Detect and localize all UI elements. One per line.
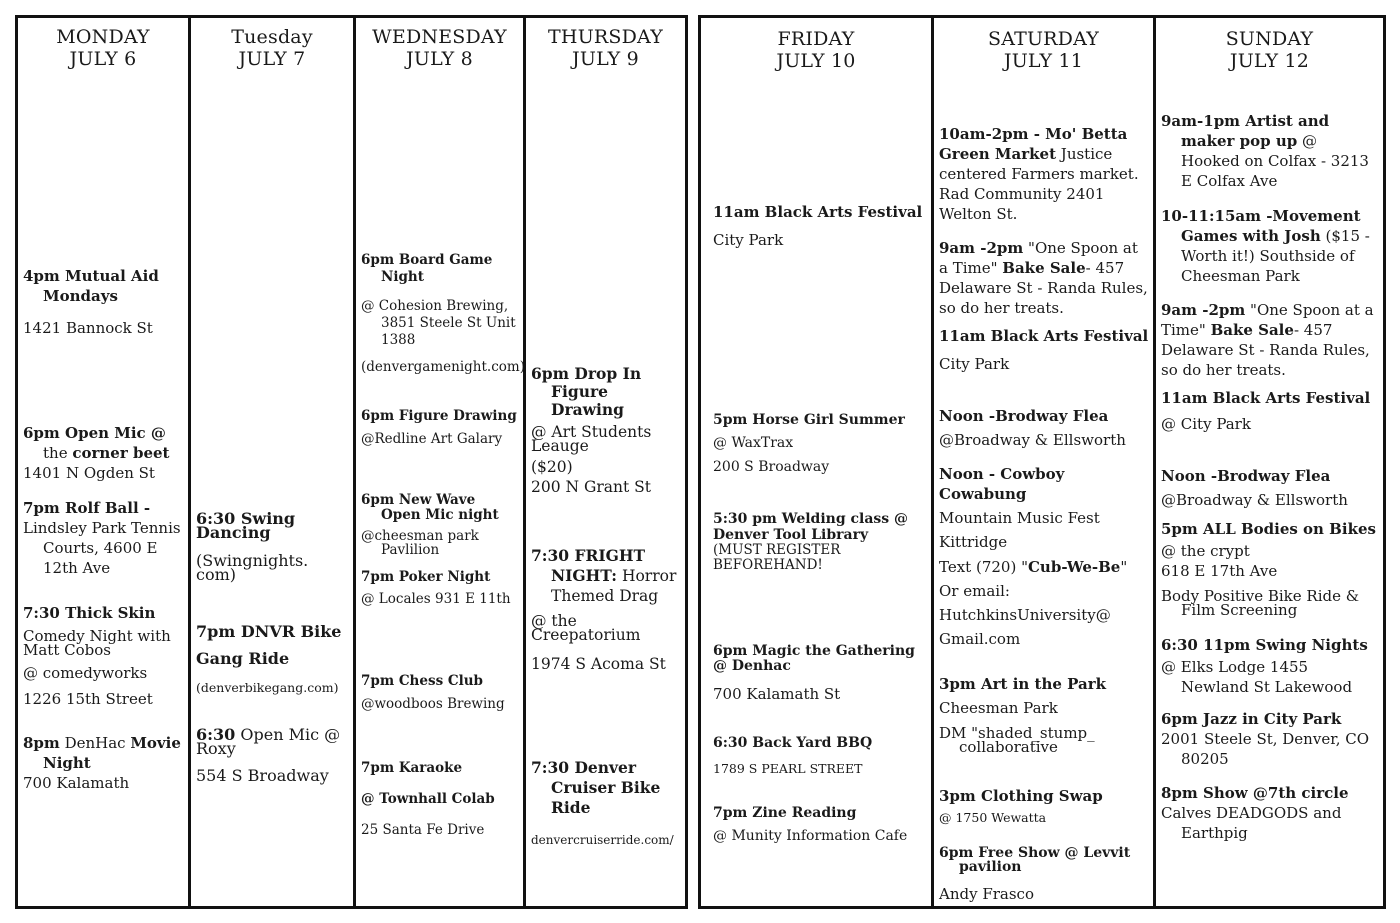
event-detail: @Broadway & Ellsworth (1161, 491, 1348, 509)
event-title: Bake Sale (1002, 259, 1086, 277)
event-detail: Mountain Music Fest (939, 509, 1100, 527)
day-date: JULY 7 (238, 48, 306, 70)
event-item (1161, 709, 1379, 769)
event-item (713, 511, 927, 573)
event-detail: @ Hooked on Colfax - 3213 E Colfax Ave (1181, 132, 1369, 190)
event-item (1161, 388, 1379, 434)
event-detail: City Park (939, 355, 1010, 373)
event-title: 6pm Figure Drawing (361, 408, 517, 424)
event-title: 5pm Horse Girl Summer (713, 412, 905, 428)
event-venue: @ Townhall Colab (361, 791, 495, 807)
event-title: 7pm Karaoke (361, 760, 463, 776)
event-title: Bake Sale (1210, 321, 1294, 339)
day-column-monday (18, 18, 188, 906)
event-item (531, 365, 681, 497)
event-detail: Cheesman Park (939, 699, 1058, 717)
event-item (361, 569, 519, 608)
event-detail: 1974 S Acoma St (531, 655, 666, 673)
event-detail: 1789 S PEARL STREET (713, 761, 863, 776)
event-title: 7:30 Thick Skin (23, 604, 156, 622)
event-detail: Andy Frasco (939, 885, 1034, 903)
event-detail: 1226 15th Street (23, 690, 153, 708)
event-item (713, 803, 927, 843)
event-title-text: "One Spoon at a Time" (939, 239, 1138, 277)
event-title-text: Horror Themed Drag (551, 567, 677, 605)
event-item (939, 786, 1149, 826)
event-title: 6:30 11pm Swing Nights (1161, 636, 1368, 654)
event-detail: 700 Kalamath St (713, 685, 841, 703)
event-detail: (Swingnights. com) (196, 551, 309, 584)
event-title-text: DenHac (59, 734, 131, 752)
event-detail: Justice centered Farmers market. Rad Community 2401 Welton St. (939, 145, 1139, 223)
event-item (531, 758, 681, 818)
event-detail: @ Munity Information Cafe (713, 828, 908, 844)
event-time: 9am -2pm (1161, 301, 1246, 319)
day-name: FRIDAY (777, 28, 855, 50)
event-title: Noon -Brodway Flea (939, 407, 1109, 425)
event-detail: DM "shaded_stump_ collaborative (939, 724, 1095, 756)
event-detail: 2001 Steele St, Denver, CO 80205 (1161, 730, 1370, 768)
event-item (713, 644, 927, 704)
event-venue: corner beet (72, 444, 170, 462)
event-detail: @Broadway & Ellsworth (939, 431, 1126, 449)
event-title: 7pm Rolf Ball - (23, 499, 151, 517)
event-title: 8pm Show @7th circle (1161, 784, 1349, 802)
event-title-text: the (43, 444, 73, 462)
event-title: 6pm Drop In Figure Drawing (531, 364, 642, 419)
event-detail: @ WaxTrax (713, 435, 794, 451)
event-title: 3pm Clothing Swap (939, 787, 1103, 805)
event-item (713, 410, 927, 477)
day-column-friday (701, 18, 931, 906)
event-item (196, 618, 349, 696)
event-item (939, 846, 1149, 904)
event-item (23, 603, 184, 709)
event-item (1161, 300, 1379, 380)
day-date: JULY 10 (776, 50, 856, 72)
event-item (939, 464, 1149, 552)
event-item (1161, 206, 1379, 286)
day-header (701, 28, 931, 72)
event-item (531, 830, 681, 850)
event-title: 5:30 pm Welding class @ Denver Tool Library (713, 511, 909, 543)
day-name: Tuesday (231, 26, 313, 48)
event-title: 11am Black Arts Festival (713, 203, 923, 221)
day-header (526, 26, 685, 70)
event-detail: Comedy Night with Matt Cobos (23, 627, 171, 659)
event-title: 10-11:15am -Movement Games with Josh (1161, 207, 1361, 245)
event-title: Movie Night (43, 734, 181, 772)
event-title: 6pm New Wave Open Mic night (361, 492, 499, 523)
event-title: 3pm Art in the Park (939, 675, 1107, 693)
event-email: Gmail.com (939, 630, 1021, 648)
event-link: denvercruiserride.com/ (531, 833, 674, 847)
event-detail: Body Positive Bike Ride & Film Screening (1161, 587, 1360, 619)
event-time: 9am -2pm (939, 239, 1024, 257)
day-date: JULY 8 (406, 48, 473, 70)
event-detail: 554 S Broadway (196, 766, 329, 785)
event-item (23, 498, 184, 578)
weekend-panel (698, 15, 1386, 909)
event-detail: (MUST REGISTER BEFOREHAND! (713, 542, 841, 573)
day-name: SATURDAY (987, 28, 1100, 50)
event-item (939, 124, 1149, 224)
event-detail: @ Cohesion Brewing, 3851 Steele St Unit 1388 (361, 298, 516, 348)
event-title: 9am-1pm Artist and maker pop up (1161, 112, 1330, 150)
day-name: SUNDAY (1225, 28, 1314, 50)
event-detail: Or email: (939, 582, 1010, 600)
event-time: 8pm (23, 734, 60, 752)
event-item (196, 509, 349, 584)
event-detail: - 457 Delaware St - Randa Rules, so do her treats. (939, 259, 1148, 317)
event-item (361, 493, 519, 557)
day-column-tuesday (188, 18, 353, 906)
event-title: 7pm Chess Club (361, 673, 483, 689)
event-detail: " (1120, 558, 1128, 576)
event-title: 6pm Open Mic @ (23, 424, 166, 442)
event-link: (denvergamenight.com) (361, 359, 525, 375)
event-detail: - 457 Delaware St - Randa Rules, so do her treats. (1161, 321, 1370, 379)
event-detail: Lindsley Park Tennis Courts, 4600 E 12th Ave (23, 519, 181, 577)
event-detail: ($15 - Worth it!) Southside of Cheesman Park (1181, 227, 1370, 285)
day-name: THURSDAY (548, 26, 663, 48)
event-item (23, 733, 184, 793)
day-name: WEDNESDAY (372, 26, 507, 48)
day-header (356, 26, 523, 70)
event-detail: Calves DEADGODS and Earthpig (1161, 804, 1342, 842)
day-name: MONDAY (56, 26, 150, 48)
event-title: 5pm ALL Bodies on Bikes (1161, 520, 1376, 538)
event-detail: @ 1750 Wewatta (939, 810, 1047, 825)
event-detail: @ comedyworks (23, 664, 148, 682)
event-item (1161, 466, 1379, 510)
day-date: JULY 9 (572, 48, 639, 70)
event-title: 6pm Jazz in City Park (1161, 710, 1342, 728)
event-item (1161, 519, 1379, 617)
event-item (23, 423, 184, 483)
event-title: Noon -Brodway Flea (1161, 467, 1331, 485)
event-title: Noon - Cowboy Cowabung (939, 465, 1065, 503)
event-item (1161, 635, 1379, 697)
event-item (23, 266, 184, 338)
day-date: JULY 6 (69, 48, 137, 70)
event-detail: @ the crypt (1161, 542, 1250, 560)
event-title: 6:30 Swing Dancing (196, 509, 296, 542)
event-detail: 25 Santa Fe Drive (361, 822, 485, 838)
event-detail: ($20) (531, 458, 573, 476)
event-title: 11am Black Arts Festival (939, 327, 1149, 345)
event-detail: @ the Creepatorium (531, 612, 641, 644)
event-detail: 1401 N Ogden St (23, 464, 155, 482)
day-header (191, 26, 353, 70)
event-item (361, 760, 519, 839)
event-item (713, 733, 927, 777)
event-title-text: "One Spoon at a Time" (1161, 301, 1374, 339)
event-title: 6pm Magic the Gathering @ Denhac (713, 643, 915, 674)
event-title: 7pm Zine Reading (713, 805, 857, 821)
event-detail: @ City Park (1161, 415, 1251, 433)
event-item (939, 406, 1149, 450)
event-detail: 700 Kalamath (23, 774, 130, 792)
day-date: JULY 12 (1229, 50, 1310, 72)
event-title: 6pm Free Show @ Levvit pavilion (939, 845, 1131, 875)
event-title: 11am Black Arts Festival (1161, 389, 1371, 407)
event-link: (denverbikegang.com) (196, 680, 339, 695)
event-title: 4pm Mutual Aid Mondays (23, 267, 159, 305)
event-detail: @Redline Art Galary (361, 431, 503, 447)
event-item (361, 252, 525, 375)
event-item (196, 725, 349, 786)
event-title: 7pm DNVR Bike Gang Ride (196, 622, 342, 668)
event-item (939, 326, 1149, 374)
day-date: JULY 11 (1003, 50, 1084, 72)
event-item (939, 557, 1149, 649)
event-detail: @ Elks Lodge 1455 Newland St Lakewood (1161, 658, 1353, 696)
day-header (1156, 28, 1383, 72)
event-detail: @ Locales 931 E 11th (361, 591, 511, 607)
event-email: HutchkinsUniversity@ (939, 606, 1111, 624)
event-item (361, 408, 519, 448)
event-detail: @cheesman park Pavlilion (361, 528, 479, 558)
event-title: 6:30 Back Yard BBQ (713, 735, 873, 751)
event-item (1161, 783, 1379, 843)
event-detail: 618 E 17th Ave (1161, 562, 1278, 580)
event-detail: @woodboos Brewing (361, 696, 505, 712)
event-time: 6:30 (196, 725, 236, 744)
event-detail: 200 S Broadway (713, 459, 830, 475)
event-item (939, 238, 1149, 318)
event-code: Cub-We-Be (1027, 558, 1121, 576)
day-header (18, 26, 188, 70)
event-title: 7:30 Denver Cruiser Bike Ride (531, 758, 661, 817)
day-column-saturday (931, 18, 1153, 906)
event-detail: 1421 Bannock St (23, 319, 153, 337)
event-detail: @ Art Students Leauge (531, 423, 652, 455)
event-detail: Kittridge (939, 533, 1008, 551)
event-title: 6pm Board Game Night (361, 252, 493, 285)
event-item (361, 673, 519, 713)
event-item (1161, 111, 1379, 191)
day-column-sunday (1153, 18, 1383, 906)
event-title: 7:30 FRIGHT NIGHT: (531, 546, 646, 585)
event-item (713, 202, 927, 250)
day-column-wednesday (353, 18, 523, 906)
event-detail: Text (720) " (939, 558, 1028, 576)
weekday-panel (15, 15, 688, 909)
event-item (531, 614, 681, 674)
event-detail: 200 N Grant St (531, 478, 652, 496)
day-column-thursday (523, 18, 685, 906)
day-header (934, 28, 1153, 72)
event-detail: City Park (713, 231, 784, 249)
event-title: Open Mic @ Roxy (196, 725, 341, 758)
event-item (939, 674, 1149, 754)
event-title: 7pm Poker Night (361, 569, 491, 585)
event-title: 10am-2pm - Mo' Betta Green Market (939, 125, 1128, 163)
event-item (531, 546, 681, 606)
